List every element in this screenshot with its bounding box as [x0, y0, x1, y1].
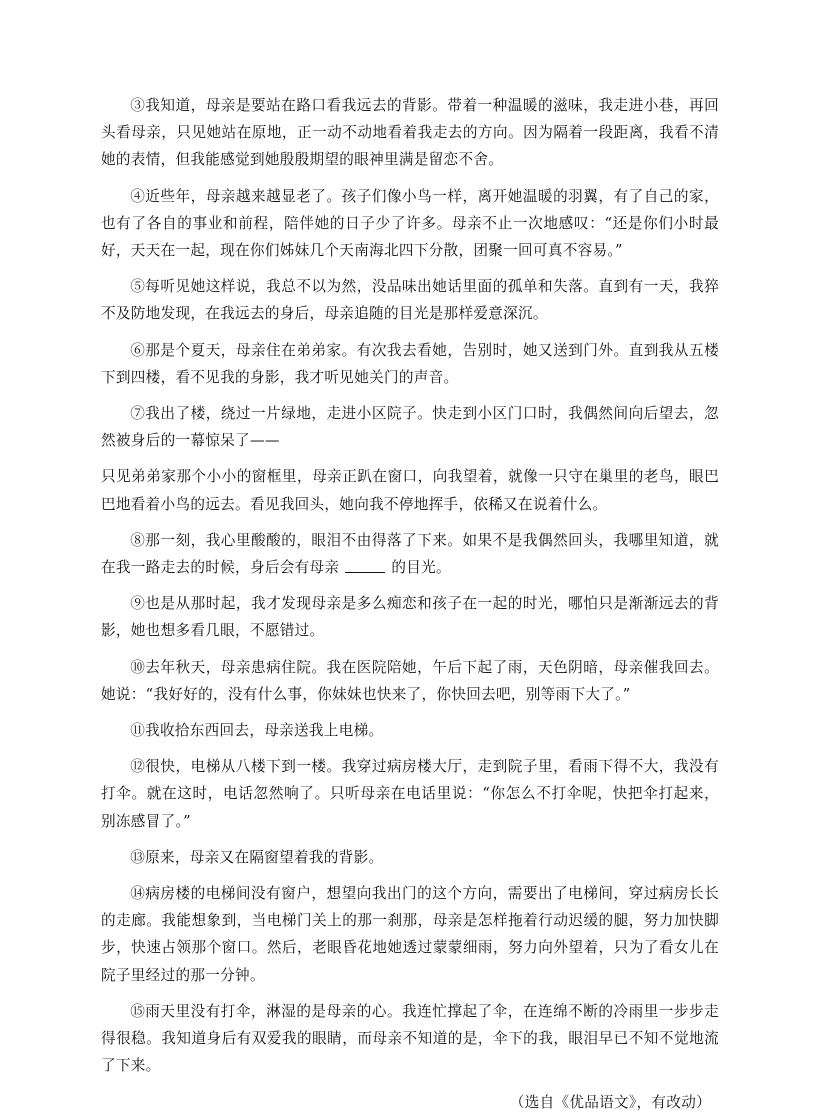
paragraph-12: ⑫很快，电梯从八楼下到一楼。我穿过病房楼大厅，走到院子里，看雨下得不大，我没有打伞。就在这时，电话忽然响了。只听母亲在电话里说：“你怎么不打伞呢，快把伞打起来，别冻感冒了。” [101, 758, 719, 830]
paragraph-15: ⑮雨天里没有打伞，淋湿的是母亲的心。我连忙撑起了伞，在连绵不断的冷雨里一步步走得很稳。我知道身后有双爱我的眼睛，而母亲不知道的是，伞下的我，眼泪早已不知不觉地流了下来。 [101, 1002, 719, 1075]
paragraph-8-end: 的目光。 [391, 559, 451, 577]
source-citation: （选自《优品语文》，有改动） [509, 1093, 711, 1111]
paragraph-10: ⑩去年秋天，母亲患病住院。我在医院陪她，午后下起了雨，天色阴暗，母亲催我回去。她说：“我好好的，没有什么事，你妹妹也快来了，你快回去吧，别等雨下大了。” [101, 658, 719, 703]
paragraph-14: ⑭病房楼的电梯间没有窗户，想望向我出门的这个方向，需要出了电梯间，穿过病房长长的走廊。我能想象到，当电梯门关上的那一刹那，母亲是怎样拖着行动迟缓的腿，努力加快脚步，快速占领那个窗口。然后，老眼昏花地她透过蒙蒙细雨，努力向外望着，只为了看女儿在院子里经过的那一分钟。 [101, 885, 719, 984]
paragraph-6: ⑥那是个夏天，母亲住在弟弟家。有次我去看她，告别时，她又送到门外。直到我从五楼下到四楼，看不见我的身影，我才听见她关门的声音。 [101, 341, 719, 386]
paragraph-9: ⑨也是从那时起，我才发现母亲是多么痴恋和孩子在一起的时光，哪怕只是渐渐远去的背影，她也想多看几眼，不愿错过。 [101, 595, 719, 640]
paragraph-11: ⑪我收拾东西回去，母亲送我上电梯。 [130, 722, 384, 740]
article-body [101, 92, 719, 1116]
paragraph-8-text: ⑧那一刻，我心里酸酸的，眼泪不由得落了下来。如果不是我偶然回头，我哪里知道，就在我一路走去的时候，身后会有母亲 [101, 531, 719, 577]
paragraph-5: ⑤每听见她这样说，我总不以为然，没品味出她话里面的孤单和失落。直到有一天，我猝不及防地发现，在我远去的身后，母亲追随的目光是那样爱意深沉。 [101, 278, 719, 323]
paragraph-7-continued: 只见弟弟家那个小小的窗框里，母亲正趴在窗口，向我望着，就像一只守在巢里的老鸟，眼巴巴地看着小鸟的远去。看见我回头，她向我不停地挥手，依稀又在说着什么。 [101, 468, 719, 513]
paragraph-13: ⑬原来，母亲又在隔窗望着我的背影。 [130, 848, 384, 866]
paragraph-7: ⑦我出了楼，绕过一片绿地，走进小区院子。快走到小区门口时，我偶然间向后望去，忽然被身后的一幕惊呆了—— [101, 405, 719, 450]
fill-in-blank [345, 558, 385, 573]
paragraph-4: ④近些年，母亲越来越显老了。孩子们像小鸟一样，离开她温暖的羽翼，有了自己的家，也有了各自的事业和前程，陪伴她的日子少了许多。母亲不止一次地感叹：“还是你们小时最好，天天在一起，现在你们姊妹几个天南海北四下分散，团聚一回可真不容易。” [101, 187, 719, 260]
paragraph-3: ③我知道，母亲是要站在路口看我远去的背影。带着一种温暖的滋味，我走进小巷，再回头看母亲，只见她站在原地，正一动不动地看着我走去的方向。因为隔着一段距离，我看不清她的表情，但我能感觉到她殷殷期望的眼神里满是留恋不舍。 [101, 97, 719, 169]
paragraph-8 [101, 527, 719, 581]
